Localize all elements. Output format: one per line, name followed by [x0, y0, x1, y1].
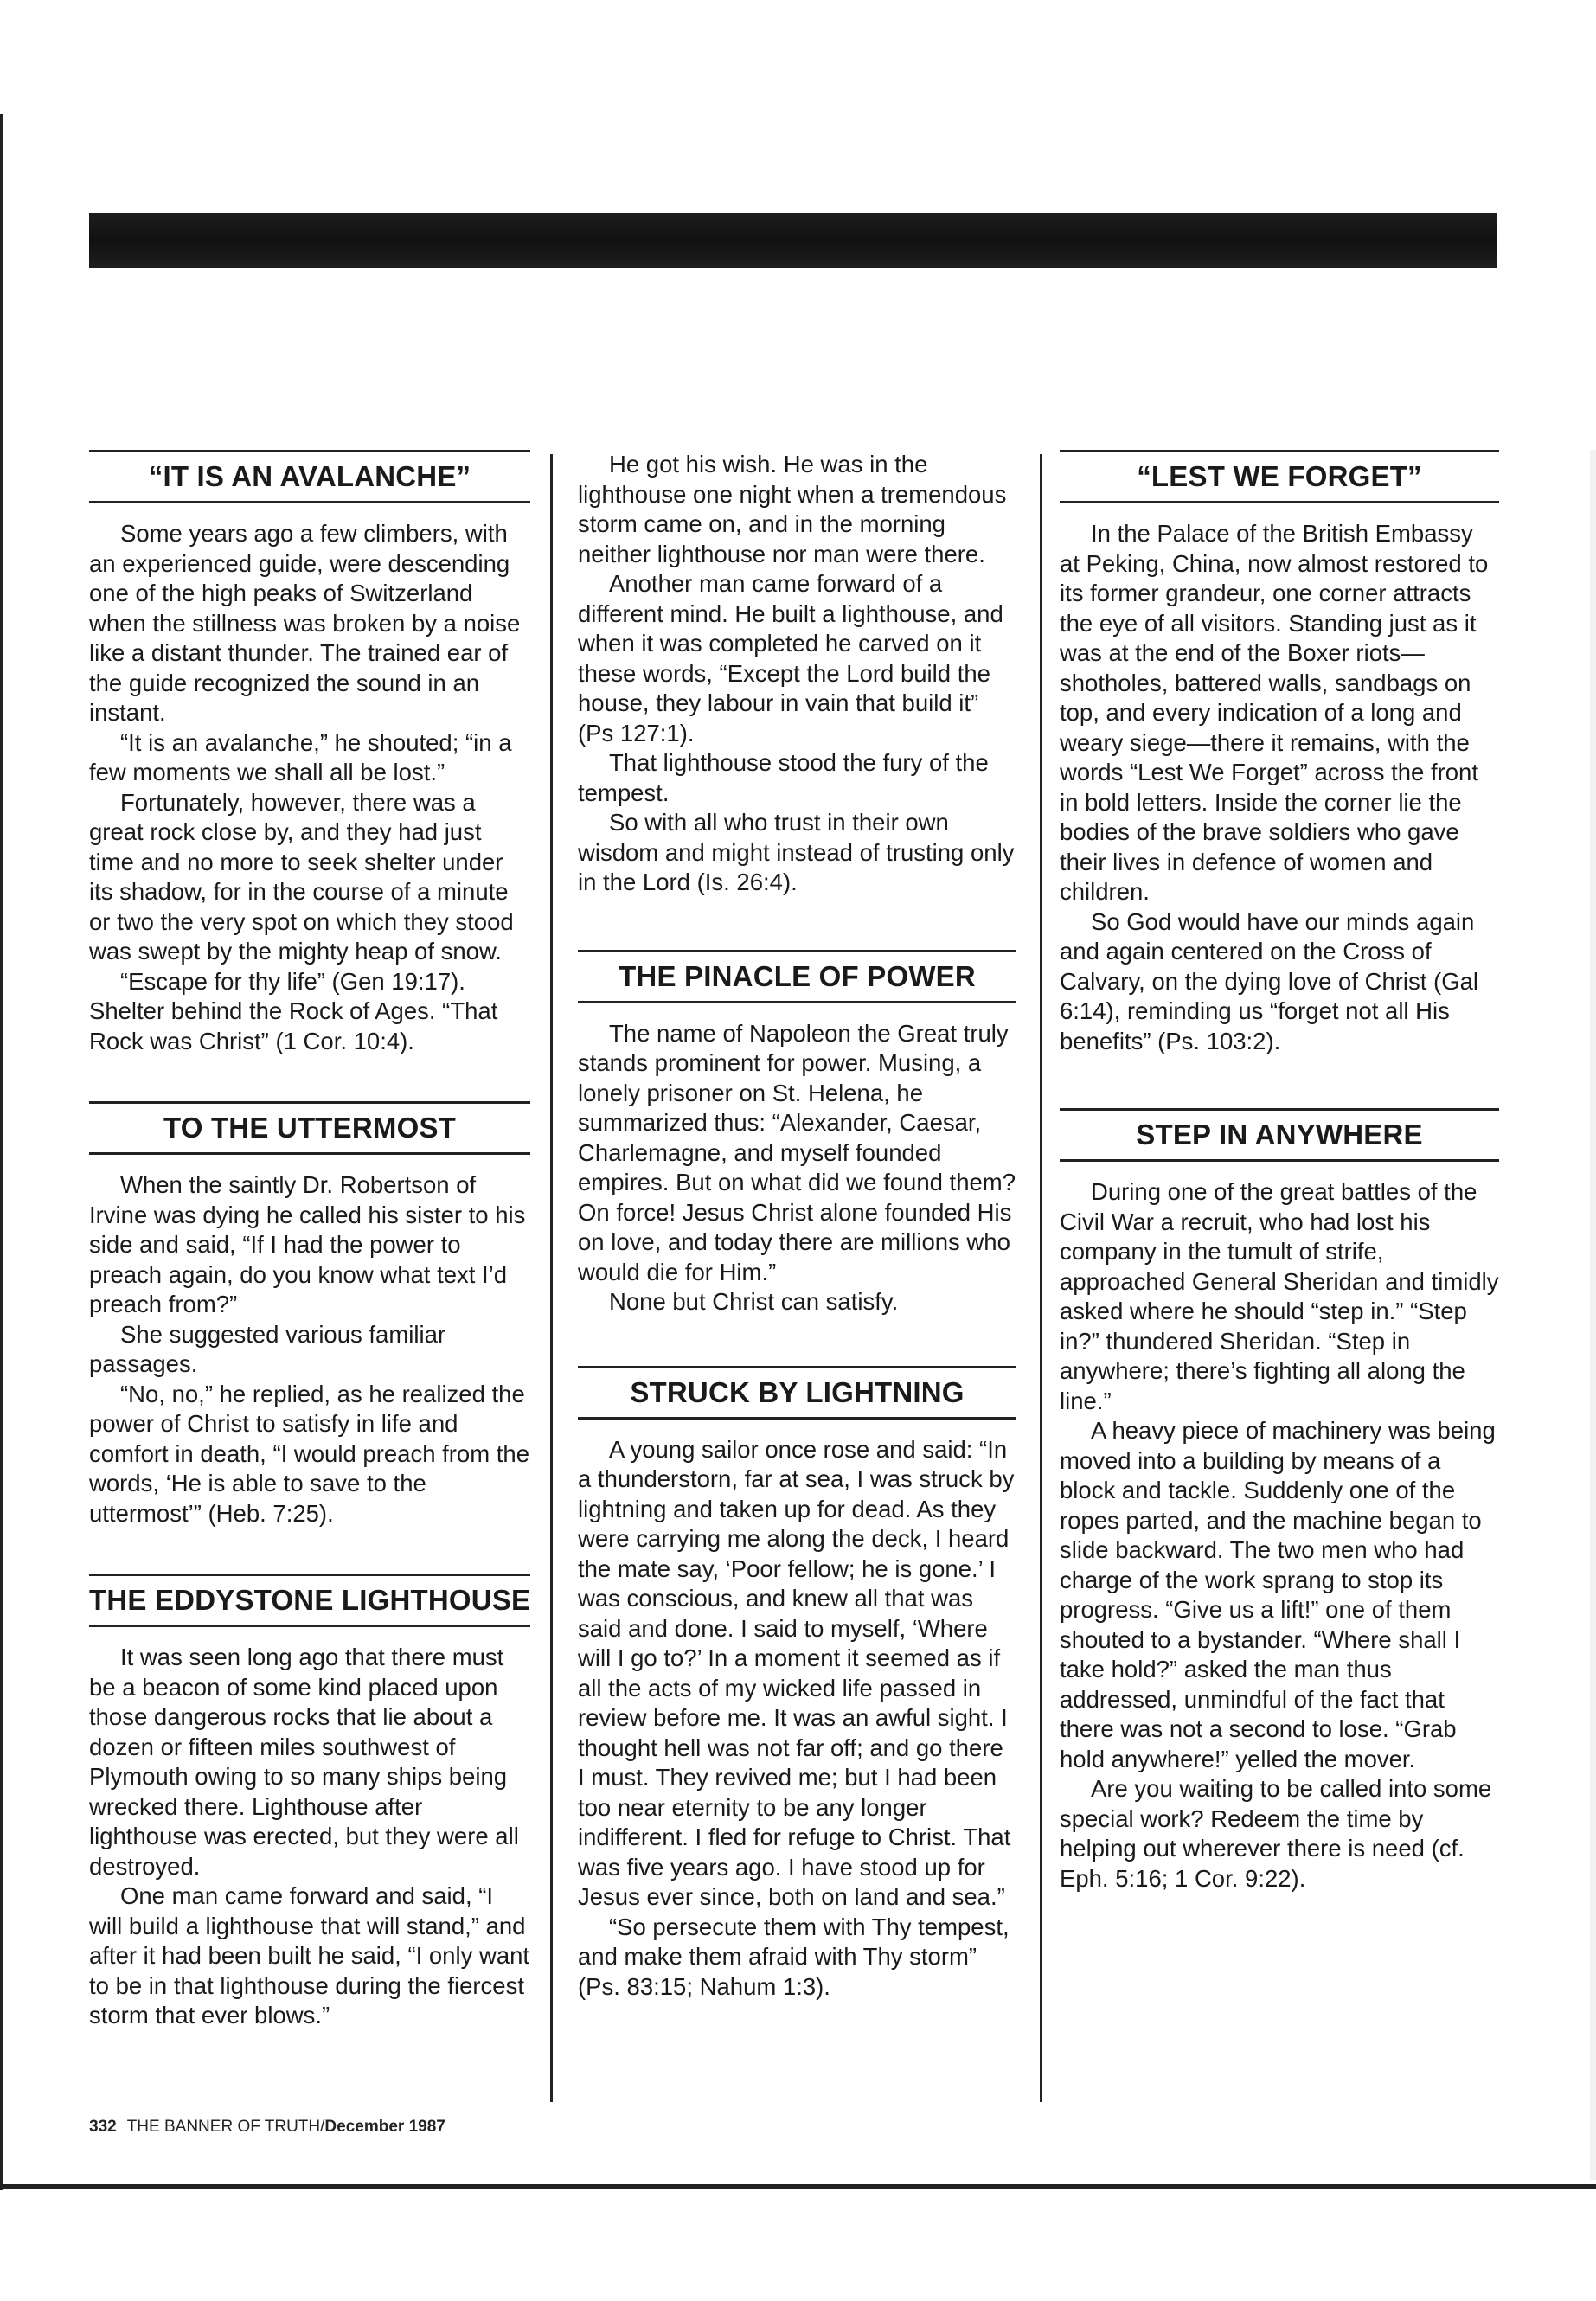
article-paragraph: Fortunately, however, there was a great rock close by, and they had just time and no more to seek shelter under its shadow, for in the course of a minute or two the very spot on which they stood was swept by the mighty heap of snow.: [89, 788, 514, 965]
article-paragraph: When the saintly Dr. Robertson of Irvine was dying he called his sister to his side and said, “If I had the power to preach again, do you know what text I’d preach from?”: [89, 1171, 526, 1317]
article-paragraph: He got his wish. He was in the lighthouse one night when a tremendous storm came on, and in the morning neither lighthouse nor man were there.: [578, 451, 1007, 567]
article-paragraph: A young sailor once rose and said: “In a thunderstorn, far at sea, I was struck by lightning and taken up for dead. As they were carrying me along the deck, I heard the mate say, ‘Poor fellow; he is gone.’ I was conscious, and knew all that was said and done. I said to myself, ‘Where will I go to?’ In a moment it seemed as if all the acts of my wicked life passed in review before me. It was an awful sight. I thought hell was not far off; and go there I must. They revived me; but I had been too near eternity to be any longer indifferent. I fled for refuge to Christ. That was five years ago. I have stood up for Jesus ever since, both on land and sea.”: [578, 1435, 1015, 1910]
article-paragraph: “Escape for thy life” (Gen 19:17). Shelter behind the Rock of Ages. “That Rock was Christ” (1 Cor. 10:4).: [89, 967, 498, 1054]
article-uttermost: [89, 1101, 530, 1529]
scan-right-edge: [1590, 450, 1596, 2180]
page-number: 332: [89, 2118, 117, 2136]
article-eddystone-continued: [578, 450, 1016, 898]
header-bar: [89, 213, 1497, 268]
column-divider-1: [550, 454, 553, 2102]
article-paragraph: One man came forward and said, “I will build a lighthouse that will stand,” and after it had been built he said, “I only want to be in that lighthouse during the fiercest storm that ever blows.”: [89, 1882, 530, 2029]
article-paragraph: Another man came forward of a different mind. He built a lighthouse, and when it was completed he carved on it these words, “Except the Lord build the house, they labour in vain that build it” (Ps 127:1).: [578, 570, 1003, 747]
column-3: [1060, 450, 1499, 1894]
article-heading: TO THE UTTERMOST: [89, 1101, 530, 1155]
publication-name: THE BANNER OF TRUTH/: [126, 2118, 325, 2136]
article-paragraph: During one of the great battles of the Civil War a recruit, who had lost his company in the tumult of strife, approached General Sheridan and timidly asked where he should “step in.” “Step in?” thundered Sheridan. “Step in anywhere; there’s fighting all along the line.”: [1060, 1178, 1499, 1414]
article-paragraph: “No, no,” he replied, as he realized the power of Christ to satisfy in life and comfort in death, “I would preach from the words, ‘He is able to save to the uttermost’” (Heb. 7:25).: [89, 1380, 529, 1527]
article-paragraph: She suggested various familiar passages.: [89, 1320, 446, 1377]
article-paragraph: That lighthouse stood the fury of the tempest.: [578, 749, 989, 806]
article-step-in-anywhere: [1060, 1108, 1499, 1894]
article-heading: STEP IN ANYWHERE: [1060, 1108, 1499, 1162]
article-heading: THE EDDYSTONE LIGHTHOUSE: [89, 1574, 530, 1627]
column-divider-2: [1040, 454, 1042, 2102]
article-heading: “IT IS AN AVALANCHE”: [89, 450, 530, 503]
article-paragraph: “So persecute them with Thy tempest, and make them afraid with Thy storm” (Ps. 83:15; Nahum 1:3).: [578, 1913, 1010, 2000]
article-pinacle: [578, 950, 1016, 1317]
article-paragraph: Are you waiting to be called into some special work? Redeem the time by helping out wherever there is need (cf. Eph. 5:16; 1 Cor. 9:22).: [1060, 1775, 1492, 1892]
article-eddystone: [89, 1574, 530, 2031]
article-paragraph: In the Palace of the British Embassy at Peking, China, now almost restored to its former grandeur, one corner attracts the eye of all visitors. Standing just as it was at the end of the Boxer riots—shotholes, battered walls, sandbags on top, and every indication of a long and weary siege—there it remains, with the words “Lest We Forget” across the front in bold letters. Inside the corner lie the bodies of the brave soldiers who gave their lives in defence of women and children.: [1060, 520, 1489, 905]
article-paragraph: So with all who trust in their own wisdom and might instead of trusting only in the Lord (Is. 26:4).: [578, 809, 1015, 895]
article-paragraph: So God would have our minds again and again centered on the Cross of Calvary, on the dying love of Christ (Gal 6:14), reminding us “forget not all His benefits” (Ps. 103:2).: [1060, 907, 1479, 1054]
article-lest-we-forget: [1060, 450, 1499, 1056]
page-footer: [89, 2118, 445, 2137]
article-paragraph: None but Christ can satisfy.: [609, 1288, 899, 1315]
article-paragraph: It was seen long ago that there must be a beacon of some kind placed upon those dangerous rocks that lie about a dozen or fifteen miles southwest of Plymouth owing to so many ships being wrecked there. Lighthouse after lighthouse was erected, but they were all destroyed.: [89, 1644, 519, 1880]
article-heading: THE PINACLE OF POWER: [578, 950, 1016, 1003]
column-2: [578, 450, 1016, 2002]
article-heading: “LEST WE FORGET”: [1060, 450, 1499, 503]
article-paragraph: “It is an avalanche,” he shouted; “in a few moments we shall all be lost.”: [89, 728, 512, 785]
article-paragraph: A heavy piece of machinery was being moved into a building by means of a block and tackle. Suddenly one of the ropes parted, and the machine began to slide backward. The two men who had charge of the work sprang to stop its progress. “Give us a lift!” one of them shouted to a bystander. “Where shall I take hold?” asked the man thus addressed, unmindful of the fact that there was not a second to lose. “Grab hold anywhere!” yelled the mover.: [1060, 1417, 1496, 1772]
scan-left-edge: [0, 114, 3, 2190]
column-1: [89, 450, 530, 2031]
issue-date: December 1987: [324, 2118, 445, 2136]
article-lightning: [578, 1366, 1016, 2003]
article-paragraph: Some years ago a few climbers, with an experienced guide, were descending one of the high peaks of Switzerland when the stillness was broken by a noise like a distant thunder. The trained ear of the guide recognized the sound in an instant.: [89, 520, 521, 726]
article-heading: STRUCK BY LIGHTNING: [578, 1366, 1016, 1420]
scan-bottom-edge: [0, 2184, 1596, 2189]
top-margin: [0, 0, 1596, 114]
article-paragraph: The name of Napoleon the Great truly stands prominent for power. Musing, a lonely prisoner on St. Helena, he summarized thus: “Alexander, Caesar, Charlemagne, and myself founded empires. But on what did we found them? On force! Jesus Christ alone founded His on love, and today there are millions who would die for Him.”: [578, 1019, 1016, 1285]
article-avalanche: [89, 450, 530, 1056]
